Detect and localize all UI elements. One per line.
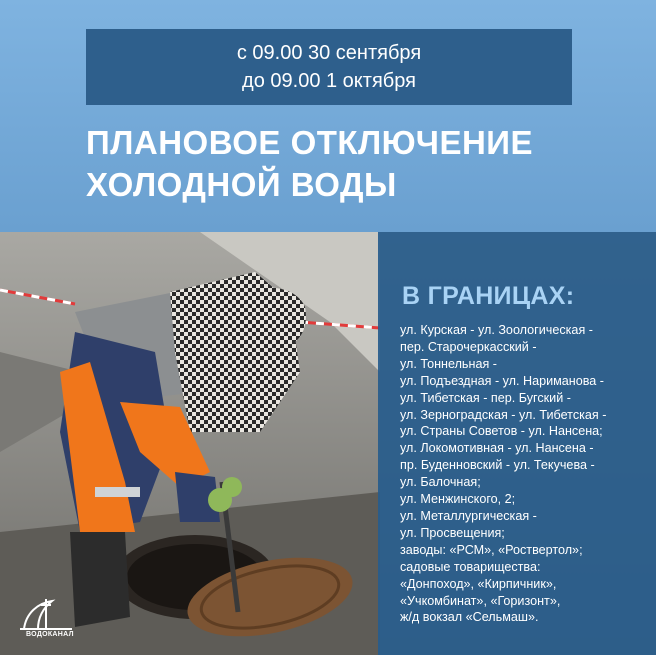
list-item: ул. Тоннельная -: [400, 356, 497, 371]
list-item: ул. Просвещения;: [400, 525, 505, 540]
list-item: пр. Буденновский - ул. Текучева -: [400, 458, 595, 473]
boundaries-list: [400, 322, 654, 626]
list-item: ул. Тибетская - пер. Бугский -: [400, 390, 571, 405]
headline-line-1: ПЛАНОВОЕ ОТКЛЮЧЕНИЕ: [86, 124, 534, 161]
list-item: ул. Курская - ул. Зоологическая -: [400, 323, 593, 337]
list-item: ул. Менжинского, 2;: [400, 492, 516, 507]
list-item: ул. Страны Советов - ул. Нансена;: [400, 424, 603, 439]
list-item: ул. Локомотивная - ул. Нансена -: [400, 441, 594, 456]
list-item: заводы: «РСМ», «Роствертол»;: [400, 542, 583, 557]
list-item: ул. Зерноградская - ул. Тибетская -: [400, 407, 607, 422]
logo-text: ВОДОКАНАЛ: [26, 631, 74, 638]
list-item: пер. Старочеркасский -: [400, 339, 537, 354]
header-banner: [0, 0, 656, 232]
headline-line-2: ХОЛОДНОЙ ВОДЫ: [86, 166, 397, 203]
list-item: ул. Балочная;: [400, 475, 481, 490]
date-start: с 09.00 30 сентября: [236, 42, 422, 64]
list-item: «Учкомбинат», «Горизонт»,: [400, 593, 561, 608]
list-item: садовые товарищества:: [400, 559, 541, 574]
list-item: ул. Подъездная - ул. Нариманова -: [400, 373, 605, 388]
vodokanal-logo: [16, 595, 76, 645]
list-item: ул. Металлургическая -: [400, 508, 537, 523]
list-item: ж/д вокзал «Сельмаш».: [400, 610, 539, 625]
boundaries-panel: [378, 232, 656, 655]
date-end: до 09.00 1 октября: [242, 70, 416, 92]
date-range-box: [86, 29, 572, 105]
logo-icon: [16, 595, 76, 631]
headline: [86, 122, 626, 206]
list-item: «Донпоход», «Кирпичник»,: [400, 576, 557, 591]
boundaries-title: В ГРАНИЦАХ:: [402, 282, 575, 310]
